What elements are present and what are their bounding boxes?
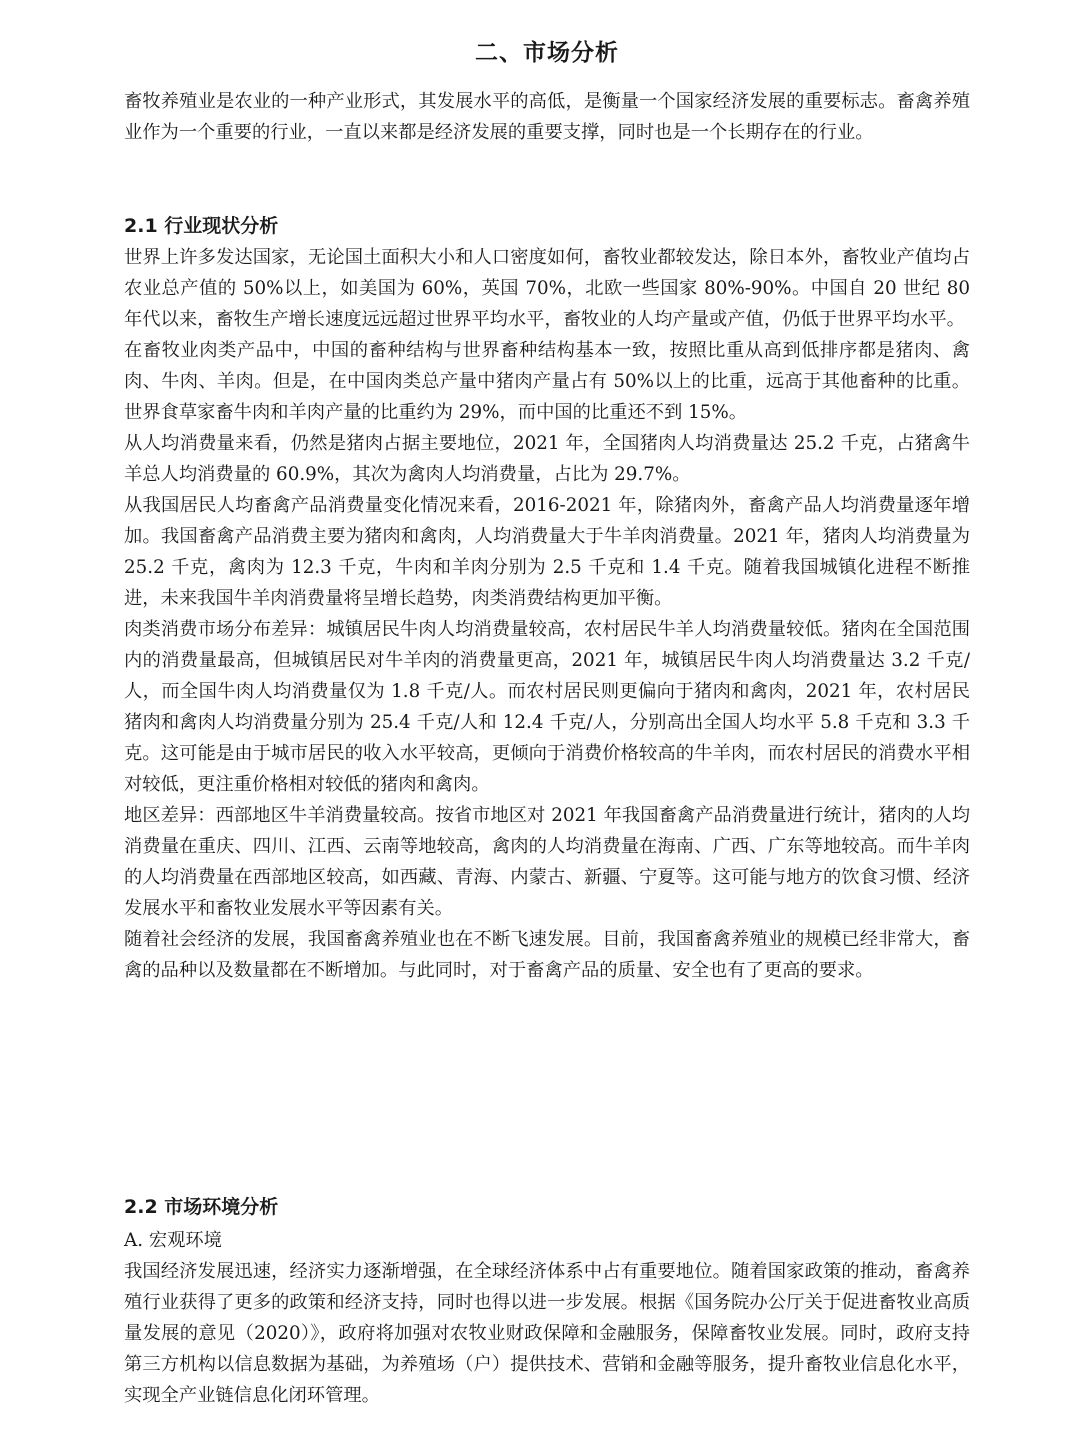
section-2-1-paragraph-7: 随着社会经济的发展，我国畜禽养殖业也在不断飞速发展。目前，我国畜禽养殖业的规模已经非常大，畜禽的品种以及数量都在不断增加。与此同时，对于畜禽产品的质量、安全也有了更高的要求。 — [124, 929, 970, 981]
page-title: 二、市场分析 — [475, 40, 619, 67]
section-heading-2-2: 2.2 市场环境分析 — [124, 1196, 279, 1218]
section-2-1-body — [124, 242, 970, 986]
section-2-1-paragraph-6: 地区差异：西部地区牛羊消费量较高。按省市地区对 2021 年我国畜禽产品消费量进行统计，猪肉的人均消费量在重庆、四川、江西、云南等地较高，禽肉的人均消费量在海南、广西、广东等地较高。而牛羊肉的人均消费量在西部地区较高，如西藏、青海、内蒙古、新疆、宁夏等。这可能与地方的饮食习惯、经济发展水平和畜牧业发展水平等因素有关。 — [124, 805, 970, 919]
section-2-2-body — [124, 1256, 970, 1411]
intro-paragraph: 畜牧养殖业是农业的一种产业形式，其发展水平的高低，是衡量一个国家经济发展的重要标志。畜禽养殖业作为一个重要的行业，一直以来都是经济发展的重要支撑，同时也是一个长期存在的行业。 — [124, 91, 970, 143]
section-2-1-paragraph-3: 从人均消费量来看，仍然是猪肉占据主要地位，2021 年，全国猪肉人均消费量达 25.2 千克，占猪禽牛羊总人均消费量的 60.9%，其次为禽肉人均消费量，占比为 29.7%。 — [124, 433, 970, 485]
section-2-1-paragraph-1: 世界上许多发达国家，无论国土面积大小和人口密度如何，畜牧业都较发达，除日本外，畜牧业产值均占农业总产值的 50%以上，如美国为 60%，英国 70%，北欧一些国家 80%-90%。中国自 20 世纪 80 年代以来，畜牧生产增长速度远远超过世界平均水平，畜牧业的人均产量或产值，仍低于世界平均水平。 — [124, 247, 970, 330]
section-2-2-paragraph: 我国经济发展迅速，经济实力逐渐增强，在全球经济体系中占有重要地位。随着国家政策的推动，畜禽养殖行业获得了更多的政策和经济支持，同时也得以进一步发展。根据《国务院办公厅关于促进畜牧业高质量发展的意见（2020）》，政府将加强对农牧业财政保障和金融服务，保障畜牧业发展。同时，政府支持第三方机构以信息数据为基础，为养殖场（户）提供技术、营销和金融等服务，提升畜牧业信息化水平，实现全产业链信息化闭环管理。 — [124, 1261, 970, 1406]
section-2-1-paragraph-2: 在畜牧业肉类产品中，中国的畜种结构与世界畜种结构基本一致，按照比重从高到低排序都是猪肉、禽肉、牛肉、羊肉。但是，在中国肉类总产量中猪肉产量占有 50%以上的比重，远高于其他畜种的比重。世界食草家畜牛肉和羊肉产量的比重约为 29%，而中国的比重还不到 15%。 — [124, 340, 970, 423]
section-2-1-paragraph-4: 从我国居民人均畜禽产品消费量变化情况来看，2016-2021 年，除猪肉外，畜禽产品人均消费量逐年增加。我国畜禽产品消费主要为猪肉和禽肉，人均消费量大于牛羊肉消费量。2021 年，猪肉人均消费量为 25.2 千克，禽肉为 12.3 千克，牛肉和羊肉分别为 2.5 千克和 1.4 千克。随着我国城镇化进程不断推进，未来我国牛羊肉消费量将呈增长趋势，肉类消费结构更加平衡。 — [124, 495, 970, 609]
section-2-1-paragraph-5: 肉类消费市场分布差异：城镇居民牛肉人均消费量较高，农村居民牛羊人均消费量较低。猪肉在全国范围内的消费量最高，但城镇居民对牛羊肉的消费量更高，2021 年，城镇居民牛肉人均消费量达 3.2 千克/人，而全国牛肉人均消费量仅为 1.8 千克/人。而农村居民则更偏向于猪肉和禽肉，2021 年，农村居民猪肉和禽肉人均消费量分别为 25.4 千克/人和 12.4 千克/人，分别高出全国人均水平 5.8 千克和 3.3 千克。这可能是由于城市居民的收入水平较高，更倾向于消费价格较高的牛羊肉，而农村居民的消费水平相对较低，更注重价格相对较低的猪肉和禽肉。 — [124, 619, 970, 795]
subheading-macro-environment: A. 宏观环境 — [124, 1230, 222, 1251]
section-heading-2-1: 2.1 行业现状分析 — [124, 215, 279, 237]
intro-block — [124, 86, 970, 148]
